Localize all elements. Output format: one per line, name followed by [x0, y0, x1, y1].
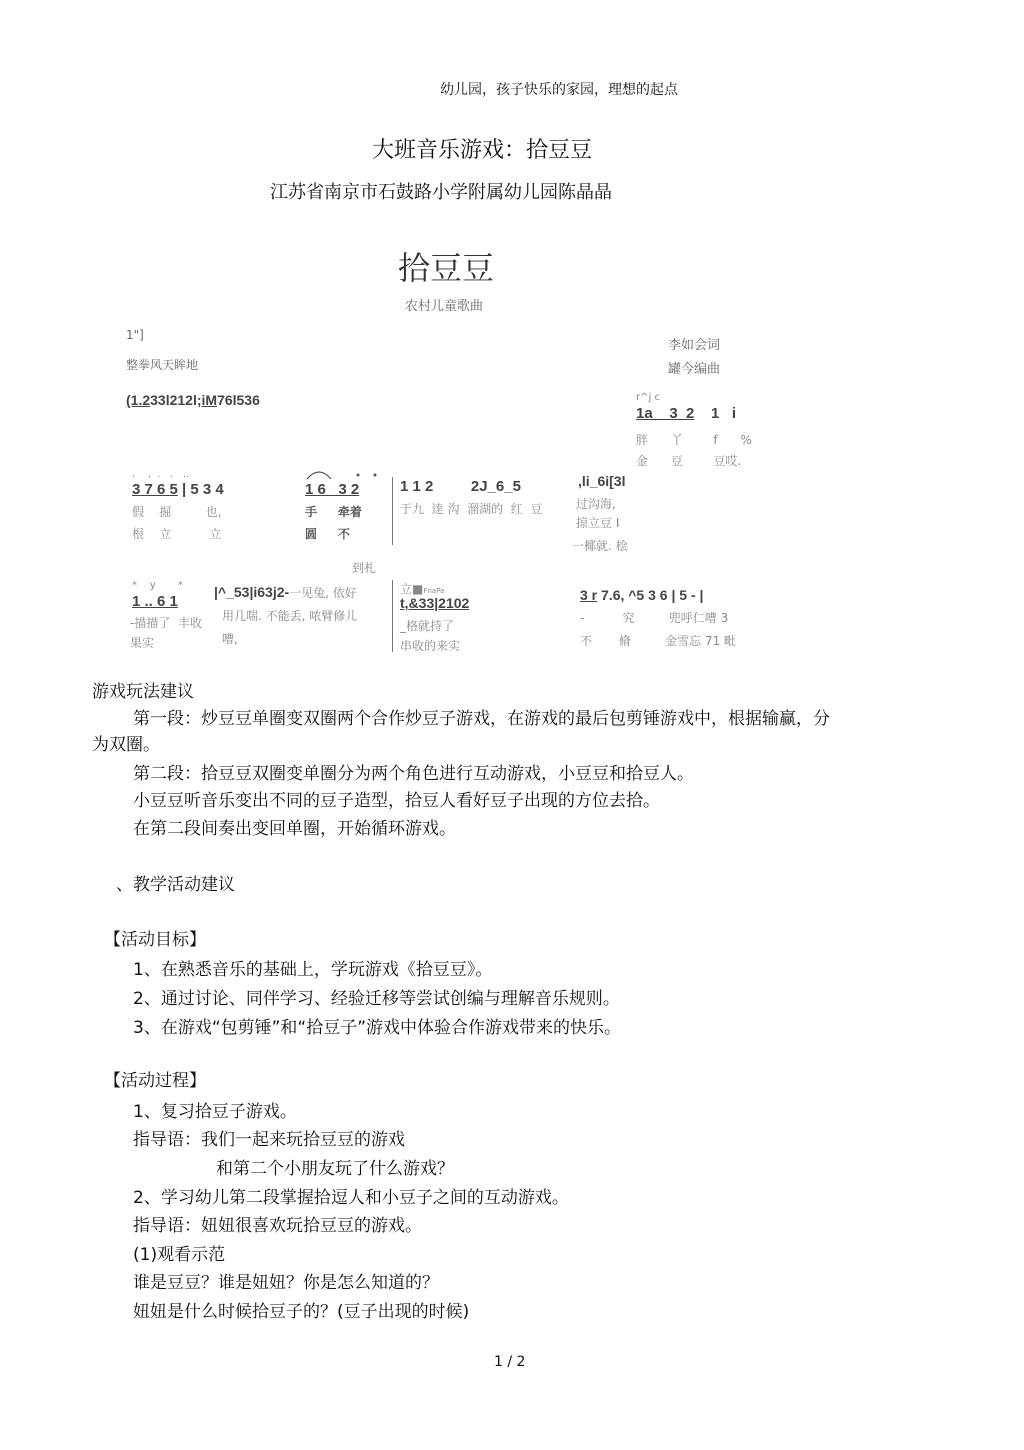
process-line: 谁是豆豆？谁是妞妞？你是怎么知道的？: [133, 1273, 439, 1293]
row3-lyric-1b: 果实: [130, 636, 155, 650]
doc-author: 江苏省南京市石鼓路小学附属幼儿园陈晶晶: [270, 182, 612, 203]
process-line: 和第二个小朋友玩了什么游戏？: [216, 1159, 454, 1179]
row2-lyric-4c: 一椰就. 桧: [572, 539, 628, 553]
row3-lyric-3b: 串收的来实: [400, 639, 461, 653]
intro-notes: [126, 392, 260, 408]
row3-lyric-1a: -描描了 丰收: [130, 616, 202, 630]
row1-notes-a: 1a 3 2: [636, 405, 695, 422]
row3-lyric-4b: 不 脩 金雪忘 71 毗: [580, 634, 736, 648]
row3-notes-2: [214, 584, 357, 601]
row2-notes-1: [132, 481, 224, 498]
goals-heading: 【活动目标】: [104, 930, 206, 950]
bar-line: [392, 477, 393, 545]
row3-notes-2a: |^_53|i63j2-: [214, 584, 290, 600]
row2-lyric-2b: 圆 不: [305, 527, 350, 541]
tie-marks: [303, 463, 383, 483]
row3-notes-3: t,&33|2102: [400, 595, 470, 611]
row1-marks: r^j c: [636, 392, 660, 403]
row2-extra: 到札: [352, 561, 377, 575]
row1-notes: [636, 405, 736, 422]
composer: 罐今编曲: [668, 362, 721, 377]
header-tagline: 幼儿园，孩子快乐的家园，理想的起点: [440, 82, 678, 98]
goal-item-2: 2、通过讨论、同伴学习、经验迁移等尝试创编与理解音乐规则。: [133, 989, 620, 1009]
row3-notes-4b: 7.6, ^5 3 6 | 5 - |: [597, 587, 704, 603]
play-paragraph-2: 第二段：拾豆豆双圈变单圈分为两个角色进行互动游戏，小豆豆和拾豆人。: [133, 764, 694, 784]
row2-notes-2a: 1 6 3 2: [305, 481, 360, 498]
doc-title: 大班音乐游戏：拾豆豆: [372, 138, 593, 163]
row2-lyric-3: 于九 逹 沟 溜湖的 红 豆: [400, 502, 543, 516]
row3-lyric-2b: 嘈,: [222, 632, 238, 646]
play-paragraph-4: 在第二段间奏出变回单圈，开始循环游戏。: [133, 819, 456, 839]
row2-notes-1a: 3 7 6 5: [132, 481, 178, 498]
row3-lyric-2a: 用几喘. 不能丢, 哝臂修儿: [222, 609, 358, 623]
song-title: 拾豆豆: [398, 249, 495, 287]
row2-lyric-4a: 过沟海,: [576, 497, 616, 511]
intro-notes-c: iM: [201, 392, 218, 408]
row2-lyric-4b: 掠立豆 I: [576, 516, 620, 530]
process-line: 1、复习拾豆子游戏。: [133, 1102, 297, 1122]
row2-lyric-1a: 假 掘 也,: [132, 505, 222, 519]
section-play-heading: 游戏玩法建议: [92, 682, 194, 702]
bar-line: [392, 580, 393, 652]
row1-notes-b: 1 i: [694, 405, 737, 422]
score-mark: 1"]: [126, 328, 144, 342]
process-line: 妞妞是什么时候拾豆子的？(豆子出现的时候): [133, 1302, 470, 1322]
process-line: 指导语：妞妞很喜欢玩拾豆豆的游戏。: [133, 1216, 422, 1236]
row2-lyric-2a: 手 牵着: [305, 505, 362, 519]
process-line: (1)观看示范: [133, 1245, 226, 1265]
row3-marks: * y *: [132, 580, 183, 591]
page-number: 1 / 2: [494, 1354, 526, 1370]
tempo-marking: 整拳风天眸地: [126, 358, 199, 372]
song-subtitle: 农村儿童歌曲: [405, 299, 484, 314]
row3-notes-3a: 立■: [400, 582, 424, 596]
play-paragraph-1b: 为双圈。: [92, 735, 160, 755]
process-line: 指导语：我们一起来玩拾豆豆的游戏: [133, 1130, 405, 1150]
row3-notes-1: 1 .. 6 1: [132, 593, 178, 610]
row3-notes-2b: 一见兔, 依好: [289, 586, 357, 600]
intro-notes-a: (1.2: [126, 392, 151, 408]
process-line: 2、学习幼儿第二段掌握拾逗人和小豆子之间的互动游戏。: [133, 1188, 569, 1208]
row2-lyric-1b: 根 立 立: [132, 527, 222, 541]
row2-notes-1b: | 5 3 4: [177, 481, 224, 498]
row3-notes-4: [580, 587, 703, 603]
intro-notes-d: 76l536: [217, 392, 260, 408]
row2-notes-4: ,li_6i[3l: [578, 473, 626, 489]
row2-notes-3: 1 1 2 2J_6_5: [400, 478, 521, 495]
row3-lyric-4a: - 究 兜呼仁嘈 3: [580, 611, 729, 625]
section-teach-heading: 、教学活动建议: [116, 875, 235, 895]
play-paragraph-3: 小豆豆听音乐变出不同的豆子造型，拾豆人看好豆子出现的方位去拾。: [133, 791, 660, 811]
lyricist: 李如会词: [668, 338, 721, 353]
row3-notes-4a: 3 r: [580, 587, 598, 603]
goal-item-1: 1、在熟悉音乐的基础上，学玩游戏《拾豆豆》。: [133, 960, 493, 980]
goal-item-3: 3、在游戏“包剪锤”和“拾豆子”游戏中体验合作游戏带来的快乐。: [133, 1018, 622, 1038]
row3-lyric-3a: _格就持了: [400, 619, 455, 633]
process-heading: 【活动过程】: [104, 1071, 206, 1091]
row1-lyric-2: 金 豆 豆哎.: [636, 454, 742, 468]
row1-lyric-1: 胖 丫 f %: [636, 433, 752, 447]
play-paragraph-1: 第一段：炒豆豆单圈变双圈两个合作炒豆子游戏，在游戏的最后包剪锤游戏中，根据输赢，分: [133, 709, 830, 729]
intro-notes-b: 33l212l;: [150, 392, 202, 408]
row2-notes-2: [305, 481, 359, 498]
row2-dots: . , . . ..: [132, 469, 190, 480]
row3-notes-3b: FnaPa: [423, 587, 445, 595]
